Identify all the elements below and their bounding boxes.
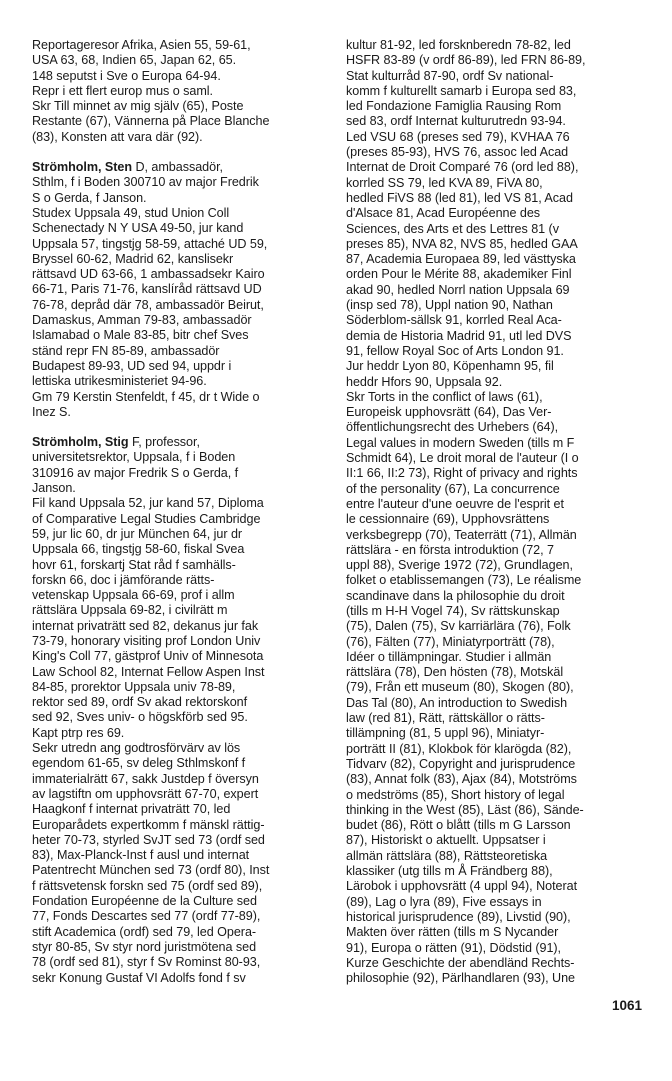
text-line: Janson. (32, 481, 76, 496)
text-line: (79), Från ett museum (80), Skogen (80), (346, 680, 574, 695)
text-line: (insp sed 78), Uppl nation 90, Nathan (346, 298, 553, 313)
text-line: Restante (67), Vännerna på Place Blanche (32, 114, 270, 129)
text-line: demia de Historia Madrid 91, utl led DVS (346, 328, 572, 343)
entry-name: Strömholm, Sten (32, 160, 133, 175)
text-line: ständ repr FN 85-89, ambassadör (32, 343, 220, 358)
text-line: porträtt II (81), Klokbok för klarögda (82), (346, 741, 572, 756)
text-line: Sthlm, f i Boden 300710 av major Fredrik (32, 175, 259, 190)
text-line: folket o etablissemangen (73), Le réalisme (346, 573, 582, 588)
text-line: philosophie (92), Pärlhandlaren (93), Une (346, 971, 575, 986)
text-line: tillämpning (81, 5 uppl 96), Miniatyr- (346, 726, 545, 741)
text-line: Schmidt 64), Le droit moral de l'auteur (I o (346, 451, 579, 466)
text-line: 87), Historiskt o aktuellt. Uppsatser i (346, 833, 546, 848)
text-line: USA 63, 68, Indien 65, Japan 62, 65. (32, 53, 237, 68)
text-line: (83), Konsten att vara där (92). (32, 129, 203, 144)
text-line: 83), Max-Planck-Inst f ausl und internat (32, 848, 250, 863)
text-line: Skr Torts in the conflict of laws (61), (346, 389, 543, 404)
text-line: Skr Till minnet av mig själv (65), Poste (32, 99, 244, 114)
text-line: (preses 85-93), HVS 76, assoc led Acad (346, 145, 569, 160)
text-line: 78 (ordf sed 81), styr f Sv Rominst 80-93, (32, 955, 261, 970)
text-line: lettiska utrikesministeriet 94-96. (32, 374, 207, 389)
text-line: rättslära Uppsala 69-82, i civilrätt m (32, 603, 228, 618)
text-line: King's Coll 77, gästprof Univ of Minnesota (32, 649, 264, 664)
text-line: entre l'auteur d'une oeuvre de l'esprit et (346, 496, 564, 511)
text-line: f rättsvetensk forskn sed 75 (ordf sed 89), (32, 878, 263, 893)
text-line: komm f kulturellt samarb i Europa sed 83, (346, 83, 577, 98)
text-line: Europeisk upphovsrätt (64), Das Ver- (346, 405, 552, 420)
text-line: rättslära - en första introduktion (72, 7 (346, 542, 554, 557)
text-line: Lärobok i upphovsrätt (4 uppl 94), Noterat (346, 879, 578, 894)
continuation-paragraph (32, 38, 332, 145)
text-line: (83), Annat folk (83), Ajax (84), Motströms (346, 772, 577, 787)
text-line: 91, fellow Royal Soc of Arts London 91. (346, 343, 564, 358)
text-line: universitetsrektor, Uppsala, f i Boden (32, 450, 236, 465)
text-line: Gm 79 Kerstin Stenfeldt, f 45, dr t Wide o (32, 389, 260, 404)
text-line: Reportageresor Afrika, Asien 55, 59-61, (32, 38, 251, 52)
text-line: budet (86), Rött o blått (tills m G Larsson (346, 818, 571, 833)
text-line: Islamabad o Male 83-85, bitr chef Sves (32, 328, 249, 343)
text-line: rättsavd UD 63-66, 1 ambassadsekr Kairo (32, 267, 265, 282)
text-line: hovr 61, forskartj Stat råd f samhälls- (32, 557, 236, 572)
entry-body (32, 450, 332, 985)
text-line: Fondation Européenne de la Culture sed (32, 894, 257, 909)
text-line: Stat kulturråd 87-90, ordf Sv national- (346, 68, 554, 83)
text-line: 76-78, depråd där 78, ambassadör Beirut, (32, 297, 264, 312)
text-line: Makten över rätten (tills m S Nycander (346, 925, 559, 940)
text-line: rättslära (78), Den hösten (78), Motskäl (346, 665, 564, 680)
entry-body (32, 175, 332, 420)
text-line: Uppsala 66, tingstjg 58-60, fiskal Svea (32, 542, 245, 557)
text-line: (89), Lag o lyra (89), Five essays in (346, 894, 542, 909)
text-line: klassiker (utg tills m Å Frändberg 88), (346, 864, 553, 879)
text-line: Schenectady N Y USA 49-50, jur kand (32, 221, 244, 236)
text-line: rektor sed 89, ordf Sv akad rektorskonf (32, 695, 248, 710)
text-line: 59, jur lic 60, dr jur München 64, jur dr (32, 526, 243, 541)
text-line: Jur heddr Lyon 80, Köpenhamn 95, fil (346, 359, 554, 374)
text-line: of Comparative Legal Studies Cambridge (32, 511, 261, 526)
text-line: Internat de Droit Comparé 76 (ord led 88), (346, 160, 579, 175)
text-line: Uppsala 57, tingstjg 58-59, attaché UD 59, (32, 236, 268, 251)
page-number: 1061 (611, 998, 642, 1013)
text-line: thinking in the West (85), Läst (86), Sände- (346, 802, 584, 817)
text-line: internat privaträtt sed 82, dekanus jur fak (32, 618, 259, 633)
text-line: (tills m H-H Vogel 74), Sv rättskunskap (346, 603, 560, 618)
text-line: o medströms (85), Short history of legal (346, 787, 565, 802)
text-line: of the personality (67), La concurrence (346, 481, 560, 496)
text-line: Fil kand Uppsala 52, jur kand 57, Diploma (32, 496, 264, 511)
text-line: sekr Konung Gustaf VI Adolfs fond f sv (32, 970, 246, 985)
text-line: II:1 66, II:2 73), Right of privacy and rights (346, 466, 578, 481)
text-line: orden Pour le Mérite 88, akademiker Finl (346, 267, 572, 282)
entry-name: Strömholm, Stig (32, 435, 129, 450)
text-line: akad 90, hedled Norrl nation Uppsala 69 (346, 282, 570, 297)
text-line: Sciences, des Arts et des Lettres 81 (v (346, 221, 559, 236)
text-line: korrled SS 79, led KVA 89, FiVA 80, (346, 175, 543, 190)
text-line: Kurze Geschichte der abendländ Rechts- (346, 955, 575, 970)
text-line: (76), Fälten (77), Miniatyrporträtt (78), (346, 634, 555, 649)
text-line: Law School 82, Internat Fellow Aspen Inst (32, 664, 265, 679)
text-line: Kapt ptrp res 69. (32, 725, 125, 740)
text-line: Söderblom-sällsk 91, korrled Real Aca- (346, 313, 562, 328)
text-line: historical jurisprudence (89), Livstid (90), (346, 909, 571, 924)
right-column (346, 38, 648, 986)
text-line: Budapest 89-93, UD sed 94, uppdr i (32, 358, 232, 373)
text-line: forskn 66, doc i jämförande rätts- (32, 572, 215, 587)
text-line: Tidvarv (82), Copyright and jurisprudence (346, 756, 576, 771)
text-line: d'Alsace 81, Acad Européenne des (346, 206, 541, 221)
text-line: Legal values in modern Sweden (tills m F (346, 435, 575, 450)
entry-title: F, professor, (128, 435, 200, 450)
text-line: le cessionnaire (69), Upphovsrättens (346, 512, 550, 527)
text-line: 84-85, prorektor Uppsala univ 78-89, (32, 679, 236, 694)
text-line: öffentlichungsrecht des Urhebers (64), (346, 420, 559, 435)
text-line: Led VSU 68 (preses sed 79), KVHAA 76 (346, 129, 570, 144)
text-line: egendom 61-65, sv deleg Sthlmskonf f (32, 756, 246, 771)
entry-heading-line (32, 435, 332, 450)
text-line: 91), Europa o rätten (91), Dödstid (91), (346, 940, 562, 955)
text-line: 66-71, Paris 71-76, kanslíråd rättsavd UD (32, 282, 262, 297)
text-line: 310916 av major Fredrik S o Gerda, f (32, 465, 239, 480)
text-line: stift Academica (ordf) sed 79, led Opera- (32, 924, 257, 939)
text-line: (75), Dalen (75), Sv karriärlära (76), Folk (346, 619, 571, 634)
text-line: verksbegrepp (70), Teaterrätt (71), Allmän (346, 527, 577, 542)
text-line: Idéer o tillämpningar. Studier i allmän (346, 649, 552, 664)
text-line: kultur 81-92, led forsknberedn 78-82, led (346, 38, 571, 52)
text-line: Das Tal (80), An introduction to Swedish (346, 695, 568, 710)
text-line: vetenskap Uppsala 66-69, prof i allm (32, 588, 235, 603)
text-line: 87, Academia Europaea 89, led västtyska (346, 252, 576, 267)
text-line: Europarådets expertkomm f mänskl rättig- (32, 817, 265, 832)
entry-sten-stromholm (32, 160, 332, 420)
text-line: preses 85), NVA 82, NVS 85, hedled GAA (346, 236, 578, 251)
text-line: uppl 88), Sverige 1972 (72), Grundlagen, (346, 558, 573, 573)
text-line: hedled FiVS 88 (led 81), led VS 81, Acad (346, 190, 573, 205)
text-line: Patentrecht München sed 73 (ordf 80), Inst (32, 863, 270, 878)
entry-title: D, ambassadör, (132, 160, 223, 175)
text-line: Sekr utredn ang godtrosförvärv av lös (32, 741, 241, 756)
entry-stig-stromholm (32, 435, 332, 986)
text-line: Repr i ett flert europ mus o saml. (32, 83, 213, 98)
text-line: heddr Hfors 90, Uppsala 92. (346, 374, 503, 389)
text-line: led Fondazione Famiglia Rausing Rom (346, 99, 562, 114)
text-line: HSFR 83-89 (v ordf 86-89), led FRN 86-89, (346, 53, 586, 68)
text-line: immaterialrätt 67, sakk Justdep f översyn (32, 771, 259, 786)
text-line: law (red 81), Rätt, rättskällor o rätts- (346, 711, 545, 726)
text-line: heter 70-73, styrled SvJT sed 73 (ordf sed (32, 832, 265, 847)
text-line: Studex Uppsala 49, stud Union Coll (32, 205, 230, 220)
text-line: scandinave dans la philosophie du droit (346, 588, 565, 603)
text-line: av lagstiftn om upphovsrätt 67-70, expert (32, 786, 259, 801)
text-line: allmän rättslära (88), Rättsteoretiska (346, 848, 548, 863)
entry-continuation (346, 38, 648, 986)
left-column (32, 38, 332, 986)
text-line: Haagkonf f internat privaträtt 70, led (32, 802, 231, 817)
text-line: 148 seputst i Sve o Europa 64-94. (32, 68, 221, 83)
text-line: Damaskus, Amman 79-83, ambassadör (32, 313, 252, 328)
text-line: S o Gerda, f Janson. (32, 190, 147, 205)
text-line: sed 92, Sves univ- o högskförb sed 95. (32, 710, 248, 725)
text-line: sed 83, ordf Internat kulturutredn 93-94. (346, 114, 566, 129)
text-line: styr 80-85, Sv styr nord juristmötena sed (32, 939, 257, 954)
text-line: Inez S. (32, 404, 71, 419)
entry-heading-line (32, 160, 332, 175)
text-line: Bryssel 60-62, Madrid 62, kanslisekr (32, 251, 234, 266)
text-line: 73-79, honorary visiting prof London Univ (32, 633, 261, 648)
text-line: 77, Fonds Descartes sed 77 (ordf 77-89), (32, 909, 261, 924)
